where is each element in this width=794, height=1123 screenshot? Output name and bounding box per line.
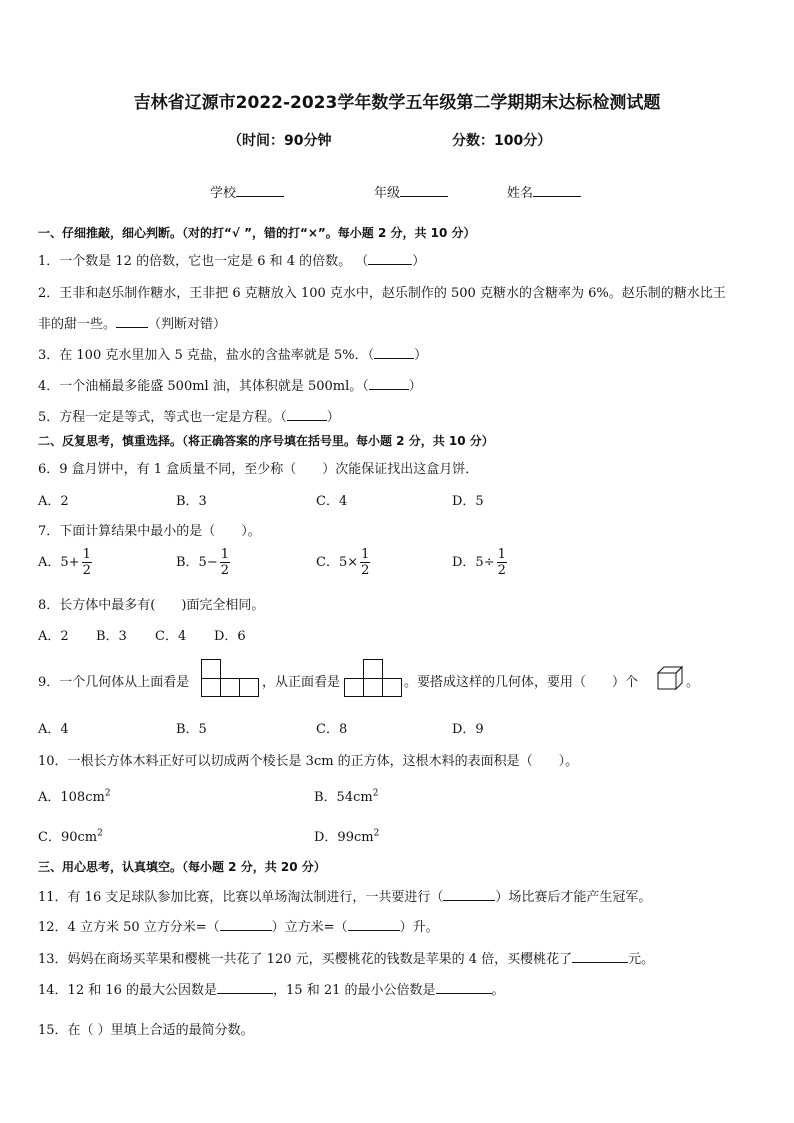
option-c[interactable]: C．4 xyxy=(316,494,348,509)
option-a[interactable]: A．4 xyxy=(38,722,69,737)
option-d[interactable]: D．$99cm^2$ xyxy=(314,828,380,845)
grade-blank[interactable] xyxy=(400,184,448,197)
option-d[interactable]: D．6 xyxy=(214,629,246,644)
question-5: 5．方程一定是等式，等式也一定是方程。（ ） xyxy=(38,410,340,425)
fraction: $\frac{1}{2}$ xyxy=(497,547,506,578)
answer-blank[interactable] xyxy=(436,981,492,994)
option-c[interactable]: C．4 xyxy=(155,629,187,644)
answer-blank[interactable] xyxy=(443,888,495,901)
option-b[interactable]: B．5 xyxy=(176,722,207,737)
option-b[interactable]: B．$54cm^2$ xyxy=(314,788,379,805)
name-label: 姓名 xyxy=(507,186,534,201)
name-field xyxy=(507,182,581,201)
figure-cell xyxy=(220,678,240,697)
option-c[interactable]: C．8 xyxy=(316,722,348,737)
question-9-text-a: 9．一个几何体从上面看是 xyxy=(38,675,190,690)
question-7: 7．下面计算结果中最小的是（ ）。 xyxy=(38,524,261,539)
answer-blank[interactable] xyxy=(287,408,327,421)
figure-cell xyxy=(363,678,383,697)
question-12: 12．4 立方米 50 立方分米=（ ）立方米=（ ）升。 xyxy=(38,920,439,935)
answer-blank[interactable] xyxy=(217,981,273,994)
question-9-text-d: 。 xyxy=(686,675,700,690)
question-8: 8．长方体中最多有( )面完全相同。 xyxy=(38,598,265,613)
option-a[interactable]: A．2 xyxy=(38,629,69,644)
question-13: 13．妈妈在商场买苹果和樱桃一共花了 120 元，买樱桃花的钱数是苹果的 4 倍，买樱桃花了 元。 xyxy=(38,952,655,967)
figure-cell xyxy=(201,659,221,679)
answer-blank[interactable] xyxy=(374,346,414,359)
question-15: 15．在（ ）里填上合适的最简分数。 xyxy=(38,1023,254,1038)
option-c[interactable]: C．5× $\frac{1}{2}$ xyxy=(316,547,370,578)
question-6: 6．9 盒月饼中，有 1 盒质量不同，至少称（ ）次能保证找出这盒月饼． xyxy=(38,462,479,477)
front-view-figure xyxy=(344,659,402,697)
option-a[interactable]: A．2 xyxy=(38,494,69,509)
fraction: $\frac{1}{2}$ xyxy=(82,547,91,578)
question-3: 3．在 100 克水里加入 5 克盐，盐水的含盐率就是 5%．（ ） xyxy=(38,348,428,363)
figure-cell xyxy=(382,678,402,697)
option-b[interactable]: B．5− $\frac{1}{2}$ xyxy=(176,547,229,578)
grade-field xyxy=(374,182,448,201)
option-d[interactable]: D．5÷ $\frac{1}{2}$ xyxy=(452,547,506,578)
fraction: $\frac{1}{2}$ xyxy=(361,547,370,578)
question-2-line-2: 非的甜一些。 （判断对错） xyxy=(38,317,227,332)
cube-icon xyxy=(657,666,683,690)
question-9-text-b: ，从正面看是 xyxy=(262,675,341,690)
section-heading-2: 二、反复思考，慎重选择。（将正确答案的序号填在括号里。每小题 2 分，共 10 分） xyxy=(38,434,494,448)
figure-cell xyxy=(344,678,364,697)
page-title: 吉林省辽源市2022-2023学年数学五年级第二学期期末达标检测试题 xyxy=(133,93,661,113)
school-label: 学校 xyxy=(210,186,237,201)
exam-score: 分数：100分） xyxy=(452,133,552,149)
grade-label: 年级 xyxy=(374,186,401,201)
question-4: 4．一个油桶最多能盛 500ml 油，其体积就是 500ml。（ ） xyxy=(38,379,422,394)
school-field xyxy=(210,182,284,201)
figure-cell xyxy=(201,678,221,697)
answer-blank[interactable] xyxy=(572,950,628,963)
school-blank[interactable] xyxy=(236,184,284,197)
question-1: 1．一个数是 12 的倍数，它也一定是 6 和 4 的倍数。 （ ） xyxy=(38,254,426,269)
question-9-text-c: 。要搭成这样的几何体，要用（ ）个 xyxy=(404,675,639,690)
top-view-figure xyxy=(201,659,259,697)
figure-cell xyxy=(363,659,383,679)
option-a[interactable]: A．$108cm^2$ xyxy=(38,788,111,805)
option-d[interactable]: D．5 xyxy=(452,494,484,509)
option-b[interactable]: B．3 xyxy=(96,629,127,644)
answer-blank[interactable] xyxy=(348,918,400,931)
question-14: 14．12 和 16 的最大公因数是 ，15 和 21 的最小公倍数是 。 xyxy=(38,983,505,998)
fraction: $\frac{1}{2}$ xyxy=(220,547,229,578)
question-2-line-1: 2．王非和赵乐制作糖水，王非把 6 克糖放入 100 克水中，赵乐制作的 500 克糖水的含糖率为 6%。赵乐制的糖水比王 xyxy=(38,286,726,301)
exam-time: （时间：90分钟 xyxy=(228,133,332,149)
option-a[interactable]: A．5+ $\frac{1}{2}$ xyxy=(38,547,91,578)
figure-cell xyxy=(239,678,259,697)
question-10: 10．一根长方体木料正好可以切成两个棱长是 3cm 的正方体，这根木料的表面积是（ ）。 xyxy=(38,754,579,769)
name-blank[interactable] xyxy=(533,184,581,197)
option-b[interactable]: B．3 xyxy=(176,494,207,509)
section-heading-3: 三、用心思考，认真填空。（每小题 2 分，共 20 分） xyxy=(38,860,326,874)
option-d[interactable]: D．9 xyxy=(452,722,484,737)
answer-blank[interactable] xyxy=(368,252,412,265)
answer-blank[interactable] xyxy=(369,377,409,390)
section-heading-1: 一、仔细推敲，细心判断。（对的打“√ ”，错的打“×”。每小题 2 分，共 10 分） xyxy=(38,226,476,240)
question-11: 11．有 16 支足球队参加比赛，比赛以单场淘汰制进行，一共要进行（ ）场比赛后才能产生冠军。 xyxy=(38,890,652,905)
answer-blank[interactable] xyxy=(116,315,148,328)
answer-blank[interactable] xyxy=(220,918,272,931)
option-c[interactable]: C．$90cm^2$ xyxy=(38,828,103,845)
